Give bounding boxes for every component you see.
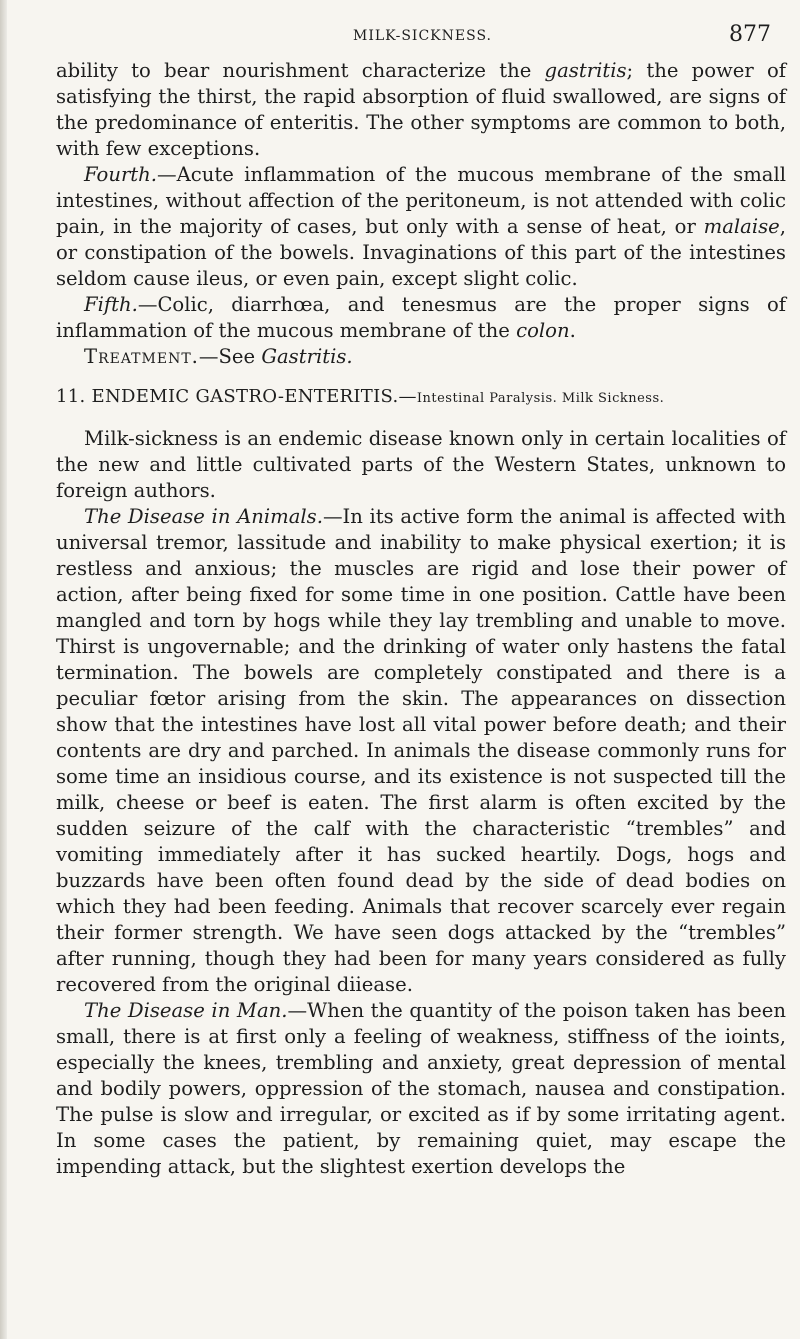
- paragraph-label: Fifth.: [84, 293, 138, 316]
- running-head: [0, 22, 800, 46]
- paragraph-fifth: [56, 292, 786, 344]
- emphasis: colon: [516, 319, 570, 342]
- paragraph-label: Treatment.: [84, 345, 199, 368]
- text-run: —Colic, diarrhœa, and tenesmus are the proper signs of inflammation of the mucous membrane of the: [56, 293, 786, 342]
- page-number: 877: [729, 22, 771, 47]
- paragraph-man: [56, 998, 786, 1180]
- section-heading: [56, 384, 786, 412]
- emphasis: gastritis: [544, 59, 627, 82]
- paragraph-animals: [56, 504, 786, 998]
- text-run: , or constipation of the bowels. Invaginations of this part of the intestines seldom cause ileus, or even pain, except slight colic.: [56, 215, 786, 290]
- section-subtitle: Intestinal Paralysis. Milk Sickness.: [416, 391, 665, 406]
- cross-reference: Gastritis.: [261, 345, 353, 368]
- text-run: —In its active form the animal is affected with universal tremor, lassitude and inability to make physical exertion; it is restless and anxious; the muscles are rigid and lose their power of action, after being fixed for some time in one position. Cattle have been mangled and torn by hogs while they lay trembling and unable to move. Thirst is ungovernable; and the drinking of water only hastens the fatal termination. The bowels are completely constipated and there is a peculiar fœtor arising from the skin. The appearances on dissection show that the intestines have lost all vital power before death; and their contents are dry and parched. In animals the disease commonly runs for some time an insidious course, and its existence is not suspected till the milk, cheese or beef is eaten. The first alarm is often excited by the sudden seizure of the calf with the characteristic “trembles” and vomiting immediately after it has sucked heartily. Dogs, hogs and buzzards have been often found dead by the side of dead bodies on which they had been feeding. Animals that recover scarcely ever regain their former strength. We have seen dogs attacked by the “trembles” after running, though they had been for many years considered as fully recovered from the original diiease.: [56, 505, 786, 996]
- text-run: Milk-sickness is an endemic disease known only in certain localities of the new and little cultivated parts of the Western States, unknown to foreign authors.: [56, 427, 786, 502]
- paragraph-label: The Disease in: [84, 999, 237, 1022]
- running-title: MILK-SICKNESS.: [353, 28, 492, 44]
- paragraph-label: The Disease in Animals.: [84, 505, 323, 528]
- text-run: ; the power of satisfying the thirst, the rapid absorption of fluid swallowed, are signs of the predominance of enteritis. The other symptoms are common to both, with few exceptions.: [56, 59, 786, 160]
- page-gutter: [0, 0, 7, 1339]
- section-title: 11. ENDEMIC GASTRO-ENTERITIS.—: [56, 386, 417, 407]
- body-text: [56, 58, 786, 1180]
- paragraph-treatment: [56, 344, 786, 370]
- paragraph-fourth: [56, 162, 786, 292]
- paragraph-intro: [56, 426, 786, 504]
- emphasis: malaise: [703, 215, 780, 238]
- paragraph-label: Fourth.: [84, 163, 158, 186]
- text-run: .: [569, 319, 576, 342]
- paragraph-label: Man.: [236, 999, 288, 1022]
- text-run: —When the quantity of the poison taken has been small, there is at first only a feeling of weakness, stiffness of the ioints, especially the knees, trembling and anxiety, great depression of mental and bodily powers, oppression of the stomach, nausea and constipation. The pulse is slow and irregular, or excited as if by some irritating agent. In some cases the patient, by remaining quiet, may escape the impending attack, but the slightest exertion develops the: [56, 999, 786, 1178]
- paragraph-continuation: [56, 58, 786, 162]
- text-run: —See: [198, 345, 262, 368]
- text-run: —Acute inflammation of the mucous membrane of the small intestines, without affection of the peritoneum, is not attended with colic pain, in the majority of cases, but only with a sense of heat, or: [56, 163, 786, 238]
- text-run: ability to bear nourishment characterize the: [56, 59, 545, 82]
